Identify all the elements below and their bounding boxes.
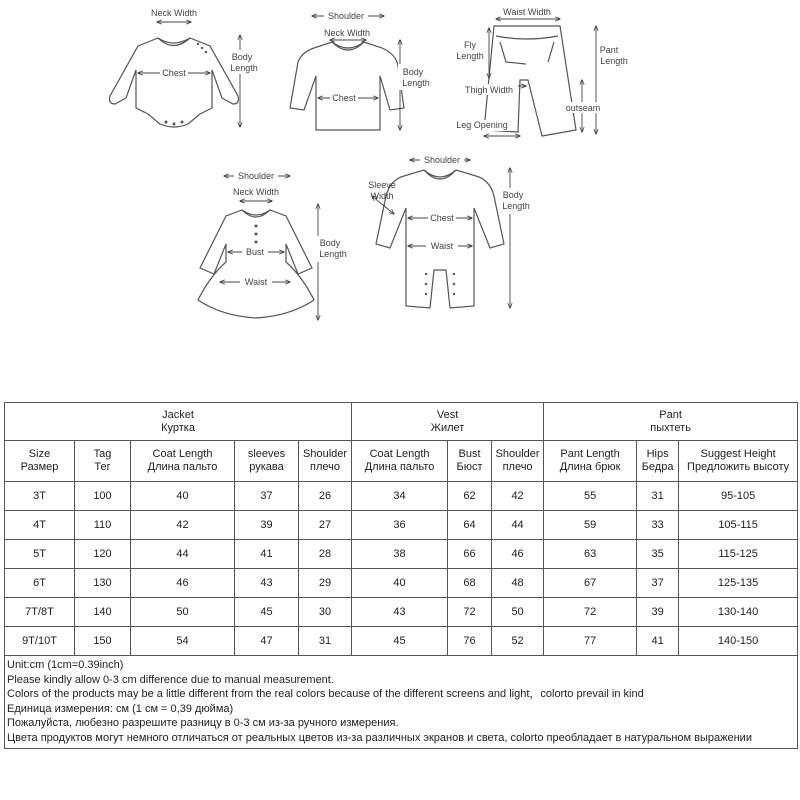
notes-row [5,656,798,749]
romper-length-label-2: Length [502,201,530,211]
value-cell: 62 [448,482,492,511]
value-cell: 33 [637,511,679,540]
value-cell: 54 [131,627,235,656]
value-cell: 45 [235,598,299,627]
romper-waist-label: Waist [430,241,454,251]
value-cell: 37 [235,482,299,511]
value-cell: 34 [352,482,448,511]
tag-cell: 110 [75,511,131,540]
romper-shoulder-label: Shoulder [423,155,461,165]
table-row [5,569,798,598]
group-vest: Vest Жилет [352,403,544,441]
notes-cell [5,656,798,749]
col-jacket-shoulder: Shoulder плечо [299,441,352,482]
value-cell: 45 [352,627,448,656]
pants-fly-label-1: Fly [464,40,476,50]
value-cell: 43 [235,569,299,598]
value-cell: 27 [299,511,352,540]
value-cell: 36 [352,511,448,540]
height-cell: 105-115 [679,511,798,540]
tag-cell: 100 [75,482,131,511]
pants-waist-label: Waist Width [503,7,551,17]
value-cell: 28 [299,540,352,569]
value-cell: 63 [544,540,637,569]
height-cell: 95-105 [679,482,798,511]
dress-waist-label: Waist [244,277,268,287]
value-cell: 39 [637,598,679,627]
dress-diagram [198,170,350,320]
tag-cell: 140 [75,598,131,627]
table-row [5,511,798,540]
height-cell: 115-125 [679,540,798,569]
tag-cell: 150 [75,627,131,656]
size-cell: 9T/10T [5,627,75,656]
table-row [5,627,798,656]
note-difference: Please kindly allow 0-3 cm difference due to manual measurement. [7,673,334,686]
group-pant: Pant пыхтеть [544,403,798,441]
value-cell: 55 [544,482,637,511]
size-cell: 7T/8T [5,598,75,627]
value-cell: 44 [131,540,235,569]
dress-length-label-1: Body [319,238,341,248]
height-cell: 125-135 [679,569,798,598]
value-cell: 72 [544,598,637,627]
col-bust: Bust Бюст [448,441,492,482]
shirt-neck-label: Neck Width [323,28,371,38]
shirt-length-label-2: Length [402,78,430,88]
table-row [5,598,798,627]
shirt-shoulder-label: Shoulder [327,11,365,21]
value-cell: 42 [131,511,235,540]
value-cell: 41 [235,540,299,569]
size-cell: 3T [5,482,75,511]
note-difference-ru: Пожалуйста, любезно разрешите разницу в 0-3 см из-за ручного измерения. [7,717,399,729]
tag-cell: 120 [75,540,131,569]
group-jacket: Jacket Куртка [5,403,352,441]
pants-length-label-1: Pant [599,45,619,55]
value-cell: 46 [131,569,235,598]
size-cell: 4T [5,511,75,540]
value-cell: 39 [235,511,299,540]
col-hips: Hips Бедра [637,441,679,482]
romper-sleeve-label-2: Width [370,191,394,201]
bodysuit-chest-label: Chest [162,68,186,78]
value-cell: 47 [235,627,299,656]
pants-thigh-label: Thigh Width [464,85,514,95]
romper-sleeve-label-1: Sleeve [368,180,396,190]
value-cell: 67 [544,569,637,598]
value-cell: 44 [492,511,544,540]
value-cell: 76 [448,627,492,656]
romper-diagram [368,154,534,308]
value-cell: 50 [131,598,235,627]
pants-diagram [454,7,628,136]
value-cell: 30 [299,598,352,627]
col-vest-shoulder: Shoulder плечо [492,441,544,482]
value-cell: 77 [544,627,637,656]
pants-outseam-label: outseam [565,103,601,113]
value-cell: 37 [637,569,679,598]
height-cell: 130-140 [679,598,798,627]
dress-neck-label: Neck Width [232,187,280,197]
size-cell: 5T [5,540,75,569]
group-header-row [5,403,798,441]
bodysuit-neck-label: Neck Width [150,8,198,18]
value-cell: 68 [448,569,492,598]
bodysuit-diagram [110,8,260,127]
table-row [5,482,798,511]
value-cell: 72 [448,598,492,627]
value-cell: 38 [352,540,448,569]
pants-length-label-2: Length [600,56,628,66]
value-cell: 46 [492,540,544,569]
value-cell: 50 [492,598,544,627]
value-cell: 43 [352,598,448,627]
value-cell: 41 [637,627,679,656]
col-size: Size Размер [5,441,75,482]
value-cell: 52 [492,627,544,656]
col-tag: Tag Тег [75,441,131,482]
tag-cell: 130 [75,569,131,598]
value-cell: 29 [299,569,352,598]
note-colors: Colors of the products may be a little different from the real colors because of the different screens and light，colorto prevail in kind [7,688,644,700]
value-cell: 64 [448,511,492,540]
note-colors-ru: Цвета продуктов могут немного отличаться от реальных цветов из-за различных экранов и света, colorto преобладает в натуральном выражении [7,731,752,744]
height-cell: 140-150 [679,627,798,656]
note-unit-ru: Единица измерения: см (1 см = 0,39 дюйма) [7,702,234,715]
table-row [5,540,798,569]
col-jacket-coat-length: Coat Length Длина пальто [131,441,235,482]
column-header-row [5,441,798,482]
size-chart-table [4,402,798,749]
romper-length-label-1: Body [502,190,524,200]
bodysuit-length-label-1: Body [231,52,253,62]
value-cell: 48 [492,569,544,598]
shirt-length-label-1: Body [402,67,424,77]
value-cell: 40 [131,482,235,511]
value-cell: 40 [352,569,448,598]
col-vest-coat-length: Coat Length Длина пальто [352,441,448,482]
value-cell: 59 [544,511,637,540]
measurement-diagrams [0,0,800,380]
col-pant-length: Pant Length Длина брюк [544,441,637,482]
value-cell: 42 [492,482,544,511]
shirt-chest-label: Chest [332,93,356,103]
dress-bust-label: Bust [245,247,265,257]
shirt-diagram [290,10,432,130]
col-suggest-height: Suggest Height Предложить высоту [679,441,798,482]
pants-fly-label-2: Length [456,51,484,61]
dress-shoulder-label: Shoulder [237,171,275,181]
col-sleeves: sleeves рукава [235,441,299,482]
note-unit: Unit:cm (1cm=0.39inch) [7,659,124,671]
value-cell: 31 [299,627,352,656]
value-cell: 66 [448,540,492,569]
pants-leg-label: Leg Opening [456,120,508,130]
value-cell: 26 [299,482,352,511]
romper-chest-label: Chest [430,213,454,223]
value-cell: 35 [637,540,679,569]
value-cell: 31 [637,482,679,511]
dress-length-label-2: Length [319,249,347,259]
size-cell: 6T [5,569,75,598]
bodysuit-length-label-2: Length [230,63,258,73]
